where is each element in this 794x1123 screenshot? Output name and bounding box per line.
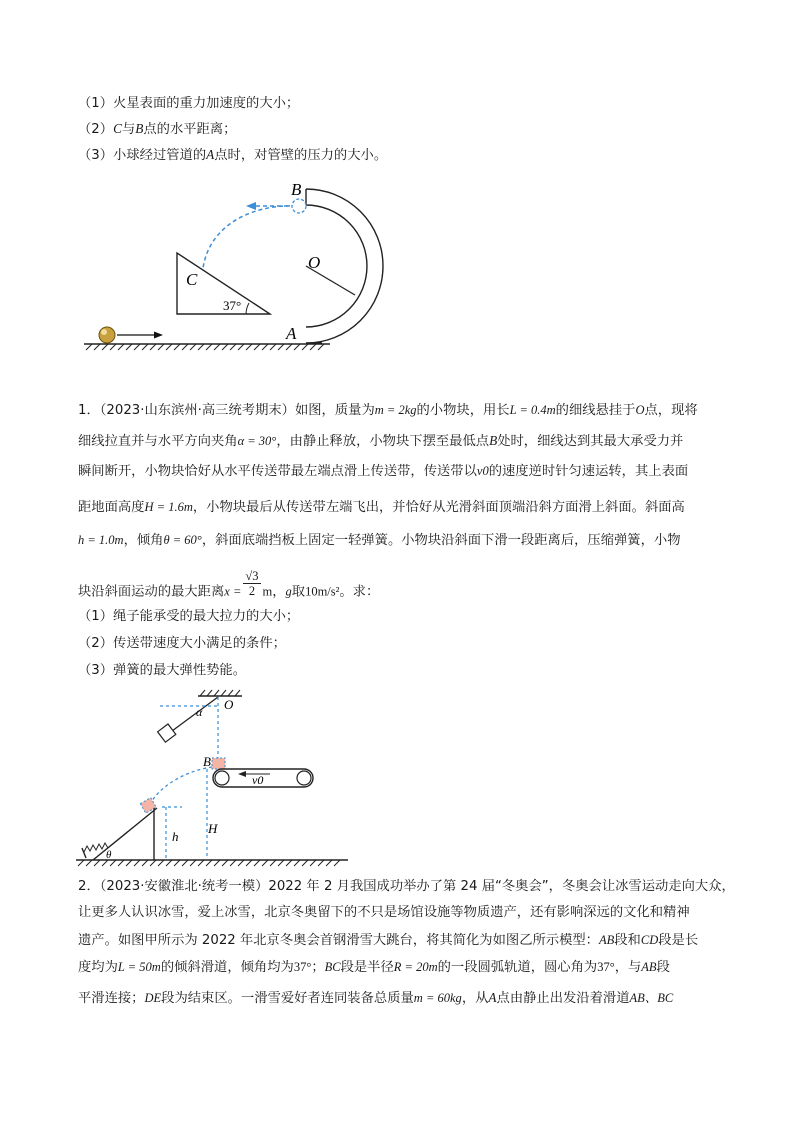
p2-line-5: 平滑连接；DE段为结束区。一滑雪爱好者连同装备总质量m = 60kg，从A点由静止出发沿着滑道AB、BC (78, 990, 674, 1006)
label-theta: θ (106, 849, 112, 861)
fraction: $\frac{√3}{2}$ (245, 569, 259, 598)
p1-question-1: （1）绳子能承受的最大拉力的大小； (78, 609, 300, 624)
p1-line-6: 块沿斜面运动的最大距离x = $\frac{√3}{2}$ m，g取10m/s²。求： (78, 569, 380, 600)
p1-line-2: 细线拉直并与水平方向夹角α = 30°，由静止释放，小物块下摆至最低点B处时，细线达到其最大承受力并 (78, 433, 684, 449)
label-v0: v0 (252, 773, 264, 787)
label-h: h (172, 829, 179, 844)
p1-question-3: （3）弹簧的最大弹性势能。 (78, 663, 247, 678)
label-A: A (286, 324, 297, 343)
question-3-text: （3）小球经过管道的A点时，对管壁的压力的大小。 (78, 147, 388, 163)
p1-question-2: （2）传送带速度大小满足的条件； (78, 636, 286, 651)
label-C: C (186, 270, 198, 289)
p2-line-1: 2．（2023·安徽淮北·统考一模）2022 年 2 月我国成功举办了第 24 届“冬奥会”，冬奥会让冰雪运动走向大众， (78, 879, 735, 894)
p1-line-4: 距地面高度H = 1.6m，小物块最后从传送带左端飞出，并恰好从光滑斜面顶端沿斜方面滑上斜面。斜面高 (78, 500, 685, 515)
p2-line-4: 度均为L = 50m的倾斜滑道，倾角均为37°；BC段是半径R = 20m的一段圆弧轨道，圆心角为37°，与AB段 (78, 960, 670, 975)
label-angle: 37° (223, 298, 242, 313)
block-B (212, 758, 225, 769)
p1-line-3: 瞬间断开，小物块恰好从水平传送带最左端点滑上传送带，传送带以v0的速度逆时针匀速运转，其上表面 (78, 464, 689, 479)
label-H: H (208, 821, 218, 836)
question-2-text: （2）C与B点的水平距离； (78, 121, 237, 137)
label-B: B (291, 180, 302, 199)
p1-line-1: 1．（2023·山东滨州·高三统考期末）如图，质量为m = 2kg的小物块，用长L = 0.4m的细线悬挂于O点，现将 (78, 403, 698, 418)
p2-line-2: 让更多人认识冰雪，爱上冰雪，北京冬奥留下的不只是场馆设施等物质遗产，还有影响深远的文化和精神 (78, 905, 690, 920)
question-1-text: （1）火星表面的重力加速度的大小； (78, 96, 300, 111)
label-alpha: α (196, 705, 203, 719)
p1-line-5: h = 1.0m，倾角θ = 60°，斜面底端挡板上固定一轻弹簧。小物块沿斜面下滑一段距离后，压缩弹簧，小物 (78, 533, 681, 548)
label-O: O (308, 253, 321, 272)
label-O2: O (224, 697, 234, 712)
label-B2: B (203, 754, 211, 769)
p2-line-3: 遗产。如图甲所示为 2022 年北京冬奥会首钢滑雪大跳台，将其简化为如图乙所示模型：AB段和CD段是长 (78, 933, 699, 948)
